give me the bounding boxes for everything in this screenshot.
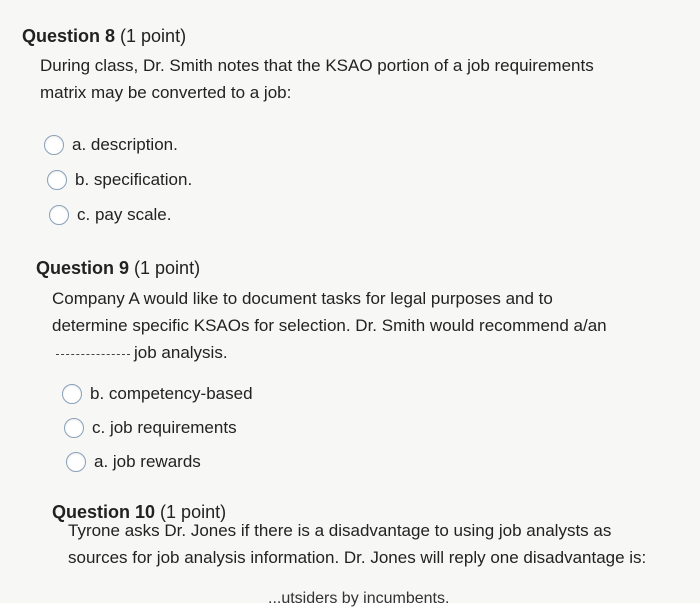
radio-button[interactable] <box>62 384 82 404</box>
question-text-before-blank: Company A would like to document tasks for legal purposes and to determine specific KSAOs for selection. Dr. Smith would recommend a/an <box>52 289 607 335</box>
radio-button[interactable] <box>44 135 64 155</box>
radio-button[interactable] <box>64 418 84 438</box>
option-label: a. description. <box>72 135 178 154</box>
radio-button[interactable] <box>47 170 67 190</box>
question-points: (1 point) <box>120 26 187 46</box>
option-b-competency-based[interactable] <box>62 384 253 404</box>
question-text: Tyrone asks Dr. Jones if there is a disadvantage to using job analysts as sources for job analysis information. Dr. Jones will reply one disadvantage is: <box>68 521 647 567</box>
option-b-specification[interactable] <box>47 170 192 190</box>
radio-button[interactable] <box>66 452 86 472</box>
question-text <box>52 285 612 366</box>
question-9-heading <box>36 258 200 279</box>
option-c-pay-scale[interactable] <box>49 205 172 225</box>
option-partial-label: ...utsiders by incumbents. <box>268 590 450 607</box>
question-number: Question 8 <box>22 26 116 46</box>
radio-button[interactable] <box>49 205 69 225</box>
fill-in-blank <box>56 353 130 355</box>
option-label: a. job rewards <box>94 452 201 471</box>
question-number: Question 10 <box>52 502 156 522</box>
option-label: b. specification. <box>75 170 193 189</box>
question-points: (1 point) <box>134 258 201 278</box>
option-label: c. job requirements <box>92 418 237 437</box>
question-text: During class, Dr. Smith notes that the KSAO portion of a job requirements matrix may be converted to a job: <box>40 56 594 102</box>
question-8-heading <box>22 26 186 47</box>
question-points: (1 point) <box>160 502 227 522</box>
option-a-job-rewards[interactable] <box>66 452 201 472</box>
question-text-after-blank: job analysis. <box>134 343 228 362</box>
option-label: c. pay scale. <box>77 205 172 224</box>
option-c-job-requirements[interactable] <box>64 418 237 438</box>
option-a-description[interactable] <box>44 135 178 155</box>
question-number: Question 9 <box>36 258 130 278</box>
option-label: b. competency-based <box>90 384 253 403</box>
